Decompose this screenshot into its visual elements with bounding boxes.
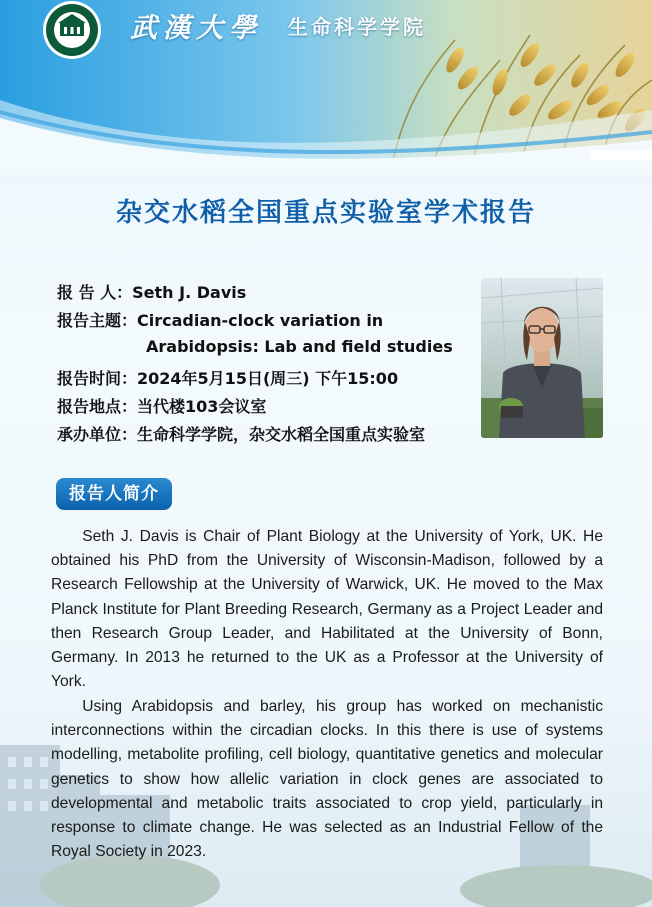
venue-label: 报告地点： xyxy=(57,397,138,416)
topic-row xyxy=(57,308,383,331)
bio-section-tag: 报告人简介 xyxy=(56,478,172,510)
speaker-label: 报 告 人： xyxy=(57,283,133,302)
topic-value-line1: Circadian-clock variation in xyxy=(137,311,384,330)
host-value: 生命科学学院，杂交水稻全国重点实验室 xyxy=(137,425,426,444)
host-row xyxy=(57,422,425,445)
time-label: 报告时间： xyxy=(57,369,138,388)
venue-value: 当代楼103会议室 xyxy=(137,397,267,416)
university-logo xyxy=(42,0,102,60)
page-title: 杂交水稻全国重点实验室学术报告 xyxy=(115,198,536,228)
topic-value-line2: Arabidopsis: Lab and field studies xyxy=(146,337,453,356)
speaker-photo xyxy=(481,278,603,438)
topic-label: 报告主题： xyxy=(57,311,138,330)
bio-paragraph-2: Using Arabidopsis and barley, his group has worked on mechanistic interconnections within the circadian clocks. In this there is use of systems modelling, metabolite profiling, cell biology, quantitative genetics and molecular genetics to show how allelic variation in clock genes are associated to developmental and metabolic traits associated to crop yield, particularly in response to climate change. He was selected as an Industrial Fellow of the Royal Society in 2023. xyxy=(51,698,603,861)
host-label: 承办单位： xyxy=(57,425,138,444)
university-name: 武漢大學 xyxy=(130,13,262,44)
time-row xyxy=(57,366,398,389)
speaker-value: Seth J. Davis xyxy=(132,283,247,302)
header-banner xyxy=(0,0,652,175)
speaker-row xyxy=(57,280,246,303)
bio-paragraph-1: Seth J. Davis is Chair of Plant Biology at the University of York, UK. He obtained his PhD from the University of Wisconsin-Madison, followed by a Research Fellowship at the University of Warwick, UK. He moved to the Max Planck Institute for Plant Breeding Research, Germany as a Project Leader and then Research Group Leader, and Habilitated at the University of Bonn, Germany. In 2013 he returned to the UK as a Professor at the University of York. xyxy=(51,528,603,691)
topic-row-2 xyxy=(146,337,453,356)
time-value: 2024年5月15日(周三) 下午15:00 xyxy=(137,369,399,388)
school-name: 生命科学学院 xyxy=(288,15,426,39)
venue-row xyxy=(57,394,266,417)
